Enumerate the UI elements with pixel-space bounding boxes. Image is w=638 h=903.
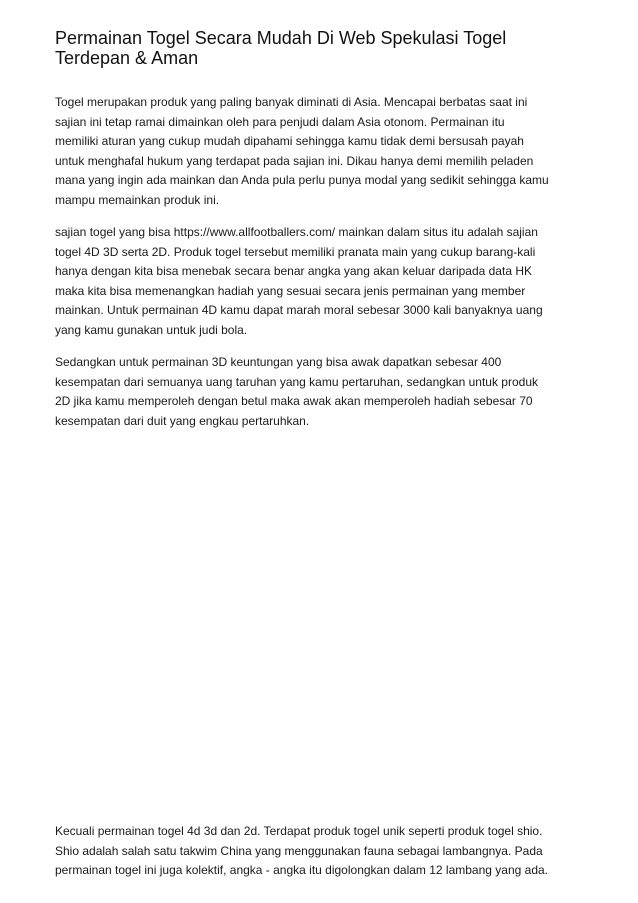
title-line: Permainan Togel Secara Mudah Di Web Spekulasi Togel (55, 28, 507, 48)
text-line: mana yang ingin ada mainkan dan Anda pula perlu punya modal yang sedikit sehingga kamu (55, 173, 549, 188)
text-line: kesempatan dari semuanya uang taruhan yang kamu pertaruhan, sedangkan untuk produk (55, 374, 538, 389)
text-line: kesempatan dari duit yang engkau pertaruhkan. (55, 413, 310, 428)
text-line: maka kita bisa memenangkan hadiah yang sesuai secara jenis permainan yang member (55, 283, 526, 298)
text-line: Shio adalah salah satu takwim China yang menggunakan fauna sebagai lambangnya. Pada (55, 843, 543, 858)
text-line: yang kamu gunakan untuk judi bola. (55, 322, 248, 337)
text-line: memiliki aturan yang cukup mudah dipahami sehingga kamu tidak demi bersusah payah (55, 134, 524, 149)
page-title (55, 28, 595, 68)
text-line: Sedangkan untuk permainan 3D keuntungan yang bisa awak dapatkan sebesar 400 (55, 355, 502, 369)
text-line: 2D jika kamu memperoleh dengan betul maka awak akan memperoleh hadiah sebesar 70 (55, 394, 533, 409)
text-line: sajian ini tetap ramai dimainkan oleh para penjudi dalam Asia otonom. Permainan itu (55, 114, 505, 129)
text-line: Togel merupakan produk yang paling banyak diminati di Asia. Mencapai berbatas saat ini (55, 95, 528, 109)
text-line: mampu memainkan produk ini. (55, 192, 220, 207)
text-line: mainkan. Untuk permainan 4D kamu dapat marah moral sebesar 3000 kali banyaknya uang (55, 303, 543, 318)
paragraph-shio (55, 822, 595, 881)
paragraph-game-types (55, 223, 595, 341)
text-line: sajian togel yang bisa https://www.allfootballers.com/ mainkan dalam situs itu adalah sajian (55, 225, 538, 239)
paragraph-3d-2d (55, 353, 595, 431)
text-line: untuk menghafal hukum yang terdapat pada sajian ini. Dikau hanya demi memilih peladen (55, 153, 534, 168)
title-line: Terdepan & Aman (55, 48, 199, 68)
text-line: permainan togel ini juga kolektif, angka - angka itu digolongkan dalam 12 lambang yang ada. (55, 863, 548, 878)
text-line: togel 4D 3D serta 2D. Produk togel tersebut memiliki pranata main yang cukup barang-kali (55, 244, 536, 259)
text-line: Kecuali permainan togel 4d 3d dan 2d. Terdapat produk togel unik seperti produk togel shio. (55, 824, 543, 838)
paragraph-intro (55, 93, 595, 211)
text-line: hanya dengan kita bisa menebak secara benar angka yang akan keluar daripada data HK (55, 264, 532, 279)
